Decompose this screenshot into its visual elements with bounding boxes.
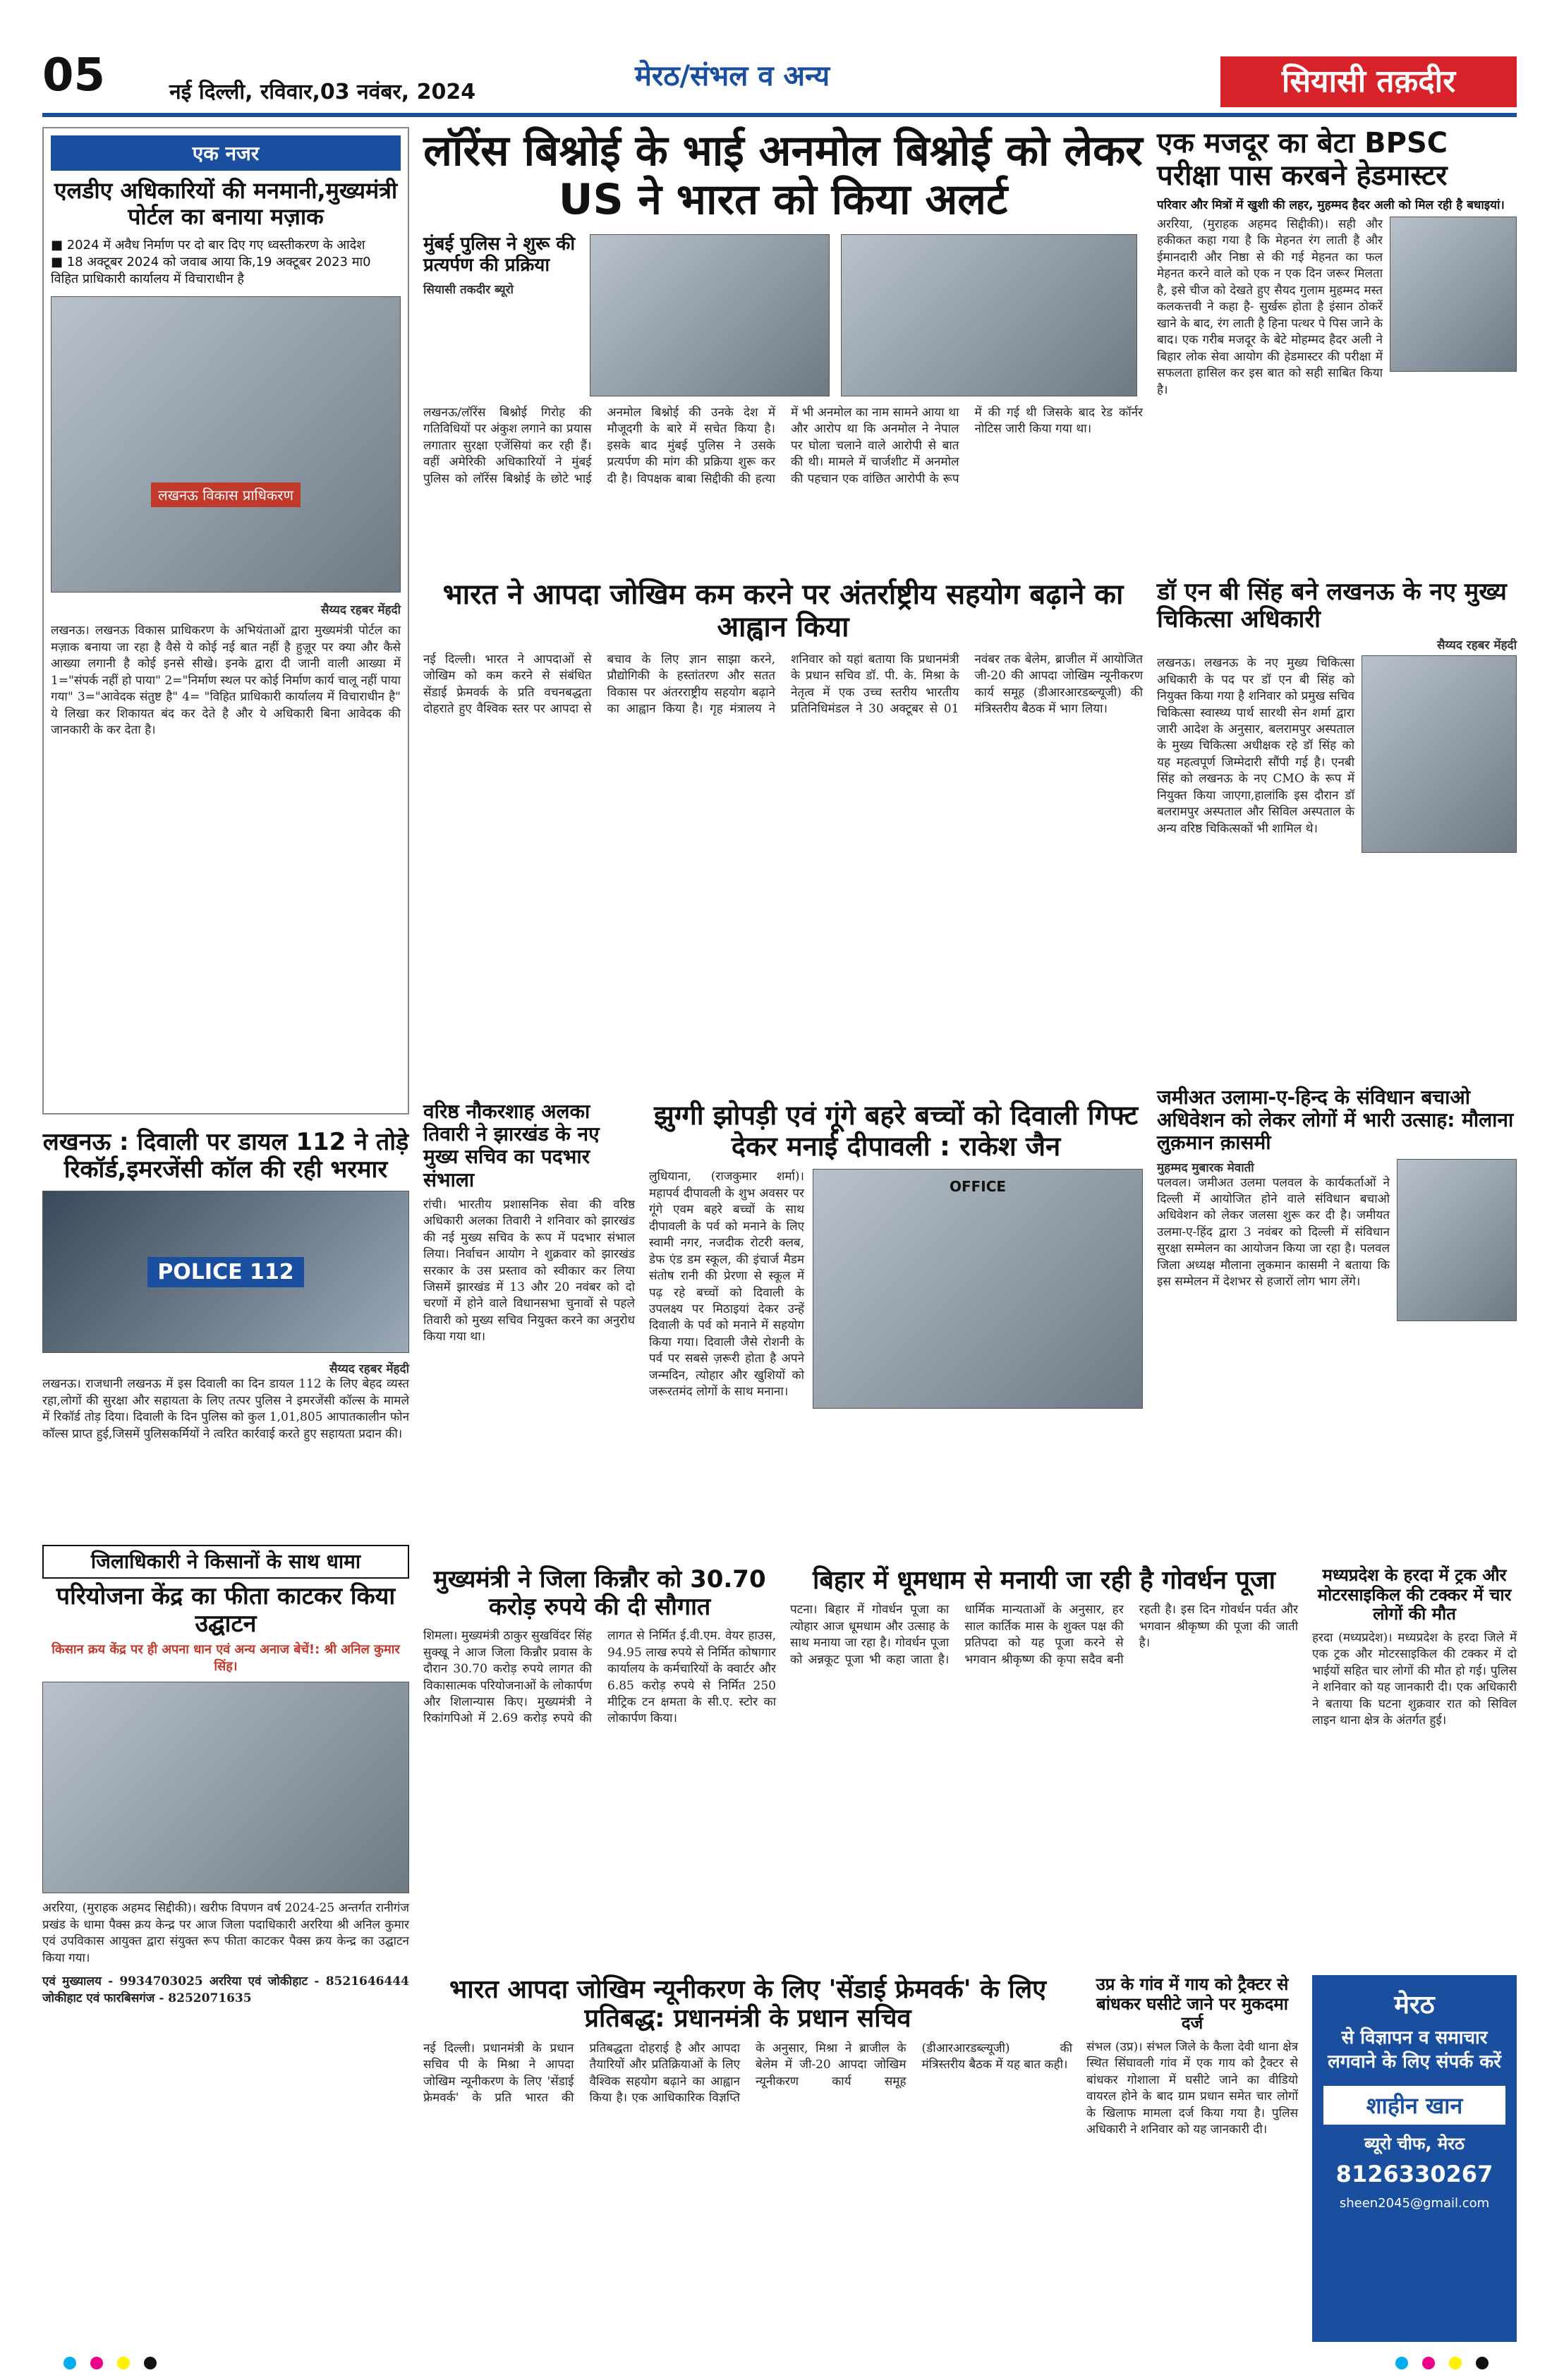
jiladhikari-subhead: किसान क्रय केंद्र पर ही अपना धान एवं अन्य अनाज बेचें!: श्री अनिल कुमार सिंह। xyxy=(51,1642,400,1675)
kinnaur-headline: मुख्यमंत्री ने जिला किन्नौर को 30.70 करोड़ रुपये की दी सौगात xyxy=(433,1565,766,1622)
lead-body: लखनऊ/लॉरेंस बिश्नोई गिरोह की गतिविधियों पर अंकुश लगाने का प्रयास लगातार सुरक्षा एजेंसियां कर रही हैं। वहीं अमेरिकी अधिकारियों ने मुंबई पुलिस को लॉरेंस बिश्नोई के छोटे भाई अनमोल बिश्नोई की उनके देश में मौजूदगी के बारे में सचेत किया है। इसके बाद मुंबई पुलिस ने उसके प्रत्यर्पण की मांग की प्रक्रिया शुरू कर दी है। विपक्षक बाबा सिद्दीकी की हत्या में भी अनमोल का नाम सामने आया था और आरोप था कि अनमोल ने नेपाल पर घोला चलाने वाले आरोपी से बात की थी। मामले में चार्जशीट में अनमोल की पहचान एक वांछित आरोपी के रूप में की गई थी जिसके बाद रेड कॉर्नर नोटिस जारी किया गया था। xyxy=(423,406,1143,486)
ad-line1: मेरठ xyxy=(1394,1991,1435,2020)
masthead: सियासी तक़दीर xyxy=(1220,56,1517,107)
majdoor-headline: एक मजदूर का बेटा BPSC परीक्षा पास करबने हेडमास्टर xyxy=(1157,127,1448,192)
lda-building-photo xyxy=(51,296,401,593)
ek-nazar-box xyxy=(42,127,409,1115)
majdoor-article xyxy=(1157,127,1517,564)
ek-nazar-byline: सैय्यद रहबर मेंहदी xyxy=(320,603,401,618)
police-label: POLICE 112 xyxy=(147,1257,303,1287)
govardhan-headline: बिहार में धूमधाम से मनायी जा रही है गोवर्धन पूजा xyxy=(813,1566,1275,1595)
bullet-2: ■ 18 अक्टूबर 2024 को जवाब आया कि,19 अक्टूबर 2023 मा0 विहित प्राधिकारी कार्यालय में विचाराधीन है xyxy=(51,254,371,287)
ek-nazar-headline: एलडीए अधिकारियों की मनमानी,मुख्यमंत्री पोर्टल का बनाया मज़ाक xyxy=(54,177,398,230)
sendai-headline: भारत आपदा जोखिम न्यूनीकरण के लिए 'सेंडाई फ्रेमवर्क' के लिए प्रतिबद्ध: प्रधानमंत्री के प्रधान सचिव xyxy=(449,1975,1047,2034)
dateline: नई दिल्ली, रविवार,03 नवंबर, 2024 xyxy=(169,80,476,104)
govardhan-body: पटना। बिहार में गोवर्धन पूजा का त्योहार आज धूमधाम और उत्साह के साथ मनाया जा रहा है। गोवर्धन पूजा को अन्नकूट पूजा भी कहा जाता है। धार्मिक मान्यताओं के अनुसार, हर साल कार्तिक मास के शुक्ल पक्ष की प्रतिपदा को यह पूजा करने से भगवान श्रीकृष्ण की कृपा सदैव बनी रहती है। इस दिन गोवर्धन पर्वत और भगवान श्रीकृष्ण की पूजा की जाती है। xyxy=(790,1603,1298,1667)
registration-marks xyxy=(0,2349,1552,2380)
sendai-body: नई दिल्ली। प्रधानमंत्री के प्रधान सचिव पी के मिश्रा ने आपदा जोखिम न्यूनीकरण के लिए 'सेंडाई फ्रेमवर्क' के प्रति भारत की प्रतिबद्धता दोहराई है और आपदा तैयारियों और प्रतिक्रियाओं के लिए वैश्विक सहयोग बढ़ाने का आह्वान किया है। एक आधिकारिक विज्ञप्ति के अनुसार, मिश्रा ने ब्राजील के बेलेम में जी-20 आपदा जोखिम न्यूनीकरण कार्य समूह (डीआरआरडब्ल्यूजी) की मंत्रिस्तरीय बैठक में यह बात कही। xyxy=(423,2041,1072,2106)
dr-singh-photo xyxy=(1362,655,1517,853)
sambhal-headline: उप्र के गांव में गाय को ट्रैक्टर से बांधकर घसीटे जाने पर मुकदमा दर्ज xyxy=(1096,1974,1289,2034)
dr-singh-body: लखनऊ। लखनऊ के नए मुख्य चिकित्सा अधिकारी के पद पर डॉ एन बी सिंह को नियुक्त किया गया है शनिवार को प्रमुख सचिव चिकित्सा स्वास्थ्य पार्थ सारथी सेन शर्मा द्वारा जारी आदेश के अनुसार, बलरामपुर अस्पताल के मुख्य चिकित्सा अधीक्षक रहे डॉ सिंह को यह महत्वपूर्ण जिम्मेदारी सौंपी गई है। एनबी सिंह को लखनऊ के नए CMO के रूप में नियुक्त किया जाएगा,हालांकि इस दौरान डॉ बलरामपुर अस्पताल और सिविल अस्पताल के अन्य वरिष्ठ चिकित्सकों भी शामिल थे। xyxy=(1157,656,1354,836)
reg-dots-right xyxy=(1388,2357,1496,2372)
children-photo xyxy=(813,1169,1143,1409)
jamiat-article xyxy=(1157,1086,1517,1552)
police-car-photo xyxy=(42,1191,409,1353)
ek-nazar-kicker: एक नजर xyxy=(51,135,401,171)
harda-body: हरदा (मध्यप्रदेश)। मध्यप्रदेश के हरदा जिले में एक ट्रक और मोटरसाइकिल की टक्कर में दो भाईयों सहित चार लोगों की मौत हो गई। पुलिस ने शनिवार को यह जानकारी दी। एक अधिकारी ने बताया कि घटना शुक्रवार रात को सिविल लाइन थाना क्षेत्र के अंतर्गत हुई। xyxy=(1312,1630,1517,1728)
anmol-photo xyxy=(841,234,1137,396)
sendai-article xyxy=(423,1975,1072,2342)
jhuggi-article xyxy=(649,1100,1143,1552)
lead-headline: लॉरेंस बिश्नोई के भाई अनमोल बिश्नोई को लेकर US ने भारत को किया अलर्ट xyxy=(423,126,1143,224)
haider-ali-photo xyxy=(1390,217,1517,372)
sambhal-body: संभल (उप्र)। संभल जिले के कैला देवी थाना क्षेत्र स्थित सिंघावली गांव में एक गाय को ट्रैक्टर से बांधकर गोशाला में घसीटे जाने का वीडियो वायरल होने के बाद ग्राम प्रधान समेत चार लोगों के खिलाफ मामला दर्ज किया गया है। पुलिस अधिकारी ने शनिवार को यह जानकारी दी। xyxy=(1086,2039,1298,2137)
ad-email: sheen2045@gmail.com xyxy=(1339,2195,1490,2211)
bullet-1: ■ 2024 में अवैध निर्माण पर दो बार दिए गए ध्वस्तीकरण के आदेश xyxy=(51,237,365,253)
page-header xyxy=(0,0,1552,113)
ad-box xyxy=(1312,1975,1517,2342)
ad-name: शाहीन खान xyxy=(1323,2086,1505,2125)
dr-singh-headline: डॉ एन बी सिंह बने लखनऊ के नए मुख्य चिकित्सा अधिकारी xyxy=(1157,578,1507,634)
lucknow-112-body: लखनऊ। राजधानी लखनऊ में इस दिवाली का दिन डायल 112 के लिए बेहद व्यस्त रहा,लोगों की सुरक्षा और सहायता के लिए तत्पर पुलिस ने इमरजेंसी कॉल्स के मामले में रिकॉर्ड तोड़ दिया। दिवाली के दिन पुलिस को कुल 1,01,805 आपातकालीन फोन कॉल्स प्राप्त हुई,जिसमें पुलिसकर्मियों ने त्वरित कार्रवाई करते हुए सहायता प्रदान की। xyxy=(42,1377,409,1441)
dr-singh-article xyxy=(1157,578,1517,1072)
lawrence-photo xyxy=(590,234,830,396)
apda-article xyxy=(423,578,1143,1086)
ad-title: ब्यूरो चीफ, मेरठ xyxy=(1364,2133,1465,2154)
ad-line2: से विज्ञापन व समाचार लगवाने के लिए संपर्क करें xyxy=(1328,2027,1501,2072)
lead-byline: सियासी तकदीर ब्यूरो xyxy=(423,282,514,297)
majdoor-subhead: परिवार और मित्रों में खुशी की लहर, मुहम्मद हैदर अली को मिल रही है बधाइयां। xyxy=(1157,198,1505,212)
jamiat-body: पलवल। जमीअत उलमा पलवल के कार्यकर्ताओं ने दिल्ली में आयोजित होने वाले संविधान बचाओ अधिवेशन को लेकर जलसा शुरू कर दी है। जमीयत उलमा-ए-हिंद द्वारा 3 नवंबर को दिल्ली में संविधान सुरक्षा सम्मेलन का आयोजन किया जा रहा है। पलवल जिला अध्यक्ष मौलाना लुकमान कासमी ने बताया कि इस सम्मेलन में देशभर से हजारों लोग भाग लेंगे। xyxy=(1157,1175,1390,1289)
office-label: OFFICE xyxy=(949,1178,1007,1196)
lucknow-112-article xyxy=(42,1129,409,1524)
jiladhikari-contacts: एवं मुख्यालय - 9934703025 अररिया एवं जोकीहाट - 8521646444 जोकीहाट एवं फारबिसगंज - 8252071635 xyxy=(42,1974,409,2005)
jamiat-byline: मुहम्मद मुबारक मेवाती xyxy=(1157,1160,1254,1175)
jiladhikari-kicker: जिलाधिकारी ने किसानों के साथ धामा xyxy=(42,1545,409,1579)
maulana-photo xyxy=(1397,1159,1517,1321)
reg-dots-left xyxy=(56,2357,164,2372)
kinnaur-article xyxy=(423,1566,776,1961)
page-number: 05 xyxy=(42,49,106,102)
jamiat-headline: जमीअत उलामा-ए-हिन्द के संविधान बचाओ अधिवेशन को लेकर लोगों में भारी उत्साह: मौलाना लुक़मान क़ासमी xyxy=(1157,1086,1514,1155)
photo-label: लखनऊ विकास प्राधिकरण xyxy=(151,482,301,507)
harda-headline: मध्यप्रदेश के हरदा में ट्रक और मोटरसाइकिल की टक्कर में चार लोगों की मौत xyxy=(1317,1565,1512,1625)
ek-nazar-bullets xyxy=(51,237,401,289)
lucknow-112-headline: लखनऊ : दिवाली पर डायल 112 ने तोड़े रिकॉर्ड,इमरजेंसी कॉल की रही भरमार xyxy=(42,1128,409,1184)
dr-singh-byline: सैय्यद रहबर मेंहदी xyxy=(1436,638,1517,653)
jhuggi-body: लुधियाना, (राजकुमार शर्मा)। महापर्व दीपावली के शुभ अवसर पर गूंगे एवम बहरे बच्चों के साथ दीपावली के पर्व को मनाने के लिए स्वामी नगर, नजदीक रोटरी क्लब, डेफ एंड डम स्कूल, की इंचार्ज मैडम संतोष रानी की प्रेरणा से स्कूल में पढ़ रहे बच्चों को दिवाली के उपलक्ष्य पर मिठाइयां देकर उन्हें दिवाली के पर्व को मनाने में सहयोग किया गया। दिवाली जैसे रोशनी के पर्व पर सबसे ज़रूरी होता है अपने जन्मदिन, त्योहार और खुशियों को जरूरतमंद लोगों के साथ मनाना। xyxy=(649,1170,804,1400)
sambhal-article xyxy=(1086,1975,1298,2342)
lucknow-112-byline: सैय्यद रहबर मेंहदी xyxy=(329,1362,409,1377)
alka-body: रांची। भारतीय प्रशासनिक सेवा की वरिष्ठ अधिकारी अलका तिवारी ने शनिवार को झारखंड की नई मुख्य सचिव के रूप में पदभार संभाल लिया। निर्वाचन आयोग ने शुक्रवार को झारखंड सरकार के उस प्रस्ताव को स्वीकार कर लिया जिसमें झारखंड में 13 और 20 नवंबर को दो चरणों में होने वाले विधानसभा चुनावों से पहले तिवारी को मुख्य सचिव नियुक्त करने का अनुरोध किया गया था। xyxy=(423,1197,635,1344)
apda-headline: भारत ने आपदा जोखिम कम करने पर अंतर्राष्ट्रीय सहयोग बढ़ाने का आह्वान किया xyxy=(442,578,1124,643)
apda-body: नई दिल्ली। भारत ने आपदाओं से जोखिम को कम करने से संबंधित सेंडाई फ्रेमवर्क के प्रति वचनबद्धता दोहराते हुए वैश्विक स्तर पर आपदा से बचाव के लिए ज्ञान साझा करने, प्रौद्योगिकी के हस्तांतरण और सतत विकास पर अंतरराष्ट्रीय सहयोग बढ़ाने का आह्वान किया है। गृह मंत्रालय ने शनिवार को यहां बताया कि प्रधानमंत्री के प्रधान सचिव डॉ. पी. के. मिश्रा के नेतृत्व में एक उच्च स्तरीय भारतीय प्रतिनिधिमंडल ने 30 अक्टूबर से 01 नवंबर तक बेलेम, ब्राजील में आयोजित जी-20 की आपदा जोखिम न्यूनीकरण कार्य समूह (डीआरआरडब्ल्यूजी) की मंत्रिस्तरीय बैठक में भाग लिया। xyxy=(423,652,1143,717)
harda-article xyxy=(1312,1566,1517,1961)
header-rule xyxy=(42,113,1517,117)
inauguration-photo xyxy=(42,1682,409,1893)
jhuggi-headline: झुग्गी झोपड़ी एवं गूंगे बहरे बच्चों को दिवाली गिफ्ट देकर मनाई दीपावली : राकेश जैन xyxy=(654,1100,1138,1162)
lead-sub-kicker: मुंबई पुलिस ने शुरू की प्रत्यर्पण की प्रक्रिया xyxy=(423,233,576,276)
alka-article xyxy=(423,1100,635,1552)
jiladhikari-body: अररिया, (मुराहक अहमद सिद्दीकी)। खरीफ विपणन वर्ष 2024-25 अन्तर्गत रानीगंज प्रखंड के धामा पैक्स क्रय केन्द्र पर आज जिला पदाधिकारी अररिया श्री अनिल कुमार एवं उपविकास आयुक्त द्वारा संयुक्त रूप फीता काटकर पैक्स क्रय केन्द्र का उद्घाटन किया गया। xyxy=(42,1901,409,1965)
kinnaur-body: शिमला। मुख्यमंत्री ठाकुर सुखविंदर सिंह सुक्खू ने आज जिला किन्नौर प्रवास के दौरान 30.70 करोड़ रुपये लागत की विकासात्मक परियोजनाओं के लोकार्पण और शिलान्यास किए। मुख्यमंत्री ने रिकांगपिओ में 2.69 करोड़ रुपये की लागत से निर्मित ई.वी.एम. वेयर हाउस, 94.95 लाख रुपये से निर्मित कोषागार कार्यालय के कर्मचारियों के क्वार्टर और 6.85 करोड़ रुपये से निर्मित 250 मीट्रिक टन क्षमता के सी.ए. स्टोर का लोकार्पण किया। xyxy=(423,1629,776,1726)
jiladhikari-headline: परियोजना केंद्र का फीता काटकर किया उद्घाटन xyxy=(56,1582,396,1639)
lead-article xyxy=(423,127,1143,564)
section-name: मेरठ/संभल व अन्य xyxy=(635,60,830,92)
majdoor-body: अररिया, (मुराहक अहमद सिद्दीकी)। सही और हकीकत कहा गया है कि मेहनत रंग लाती है और ईमानदारी और निष्ठा से की गई मेहनत का फल मेहनत करने वाले को एक न एक दिन जरूर मिलता है, इसे चीज को देखते हुए सैयद गुलाम मुहम्मद मस्त कलकत्तवी ने कहा है- सुर्खरू होता है इंसान ठोकरें खाने के बाद, रंग लाती है हिना पत्थर पे पिस जाने के बाद। एक गरीब मजदूर के बेटे मोहम्मद हैदर अली ने बिहार लोक सेवा आयोग की हेडमास्टर की परीक्षा में सफलता हासिल कर इस बात को सही साबित किया है। xyxy=(1157,217,1383,397)
jiladhikari-article xyxy=(42,1545,409,2335)
alka-headline: वरिष्ठ नौकरशाह अलका तिवारी ने झारखंड के नए मुख्य सचिव का पदभार संभाला xyxy=(423,1100,600,1191)
govardhan-article xyxy=(790,1566,1298,1961)
ek-nazar-body: लखनऊ। लखनऊ विकास प्राधिकरण के अभियंताओं द्वारा मुख्यमंत्री पोर्टल का मज़ाक बनाया जा रहा है वैसे ये कोई नई बात नहीं है हुज़ूर पर क्या और कैसे आख्या लगानी है कोई इनसे सीखे। इनके द्वारा दी जानी वाली आख्या में 1="संपर्क नहीं हो पाया" 2="निर्माण स्थल पर कोई निर्माण कार्य चालू नहीं पाया गया" 3="आवेदक संतुष्ट है" 4= "विहित प्राधिकारी कार्यालय में विचाराधीन है" ये लिखा कर शिकायत बंद कर देते है और ये अधिकारी बिना आवेदक की जानकारी के कर देता है। xyxy=(51,624,401,738)
ad-phone: 8126330267 xyxy=(1335,2160,1493,2187)
